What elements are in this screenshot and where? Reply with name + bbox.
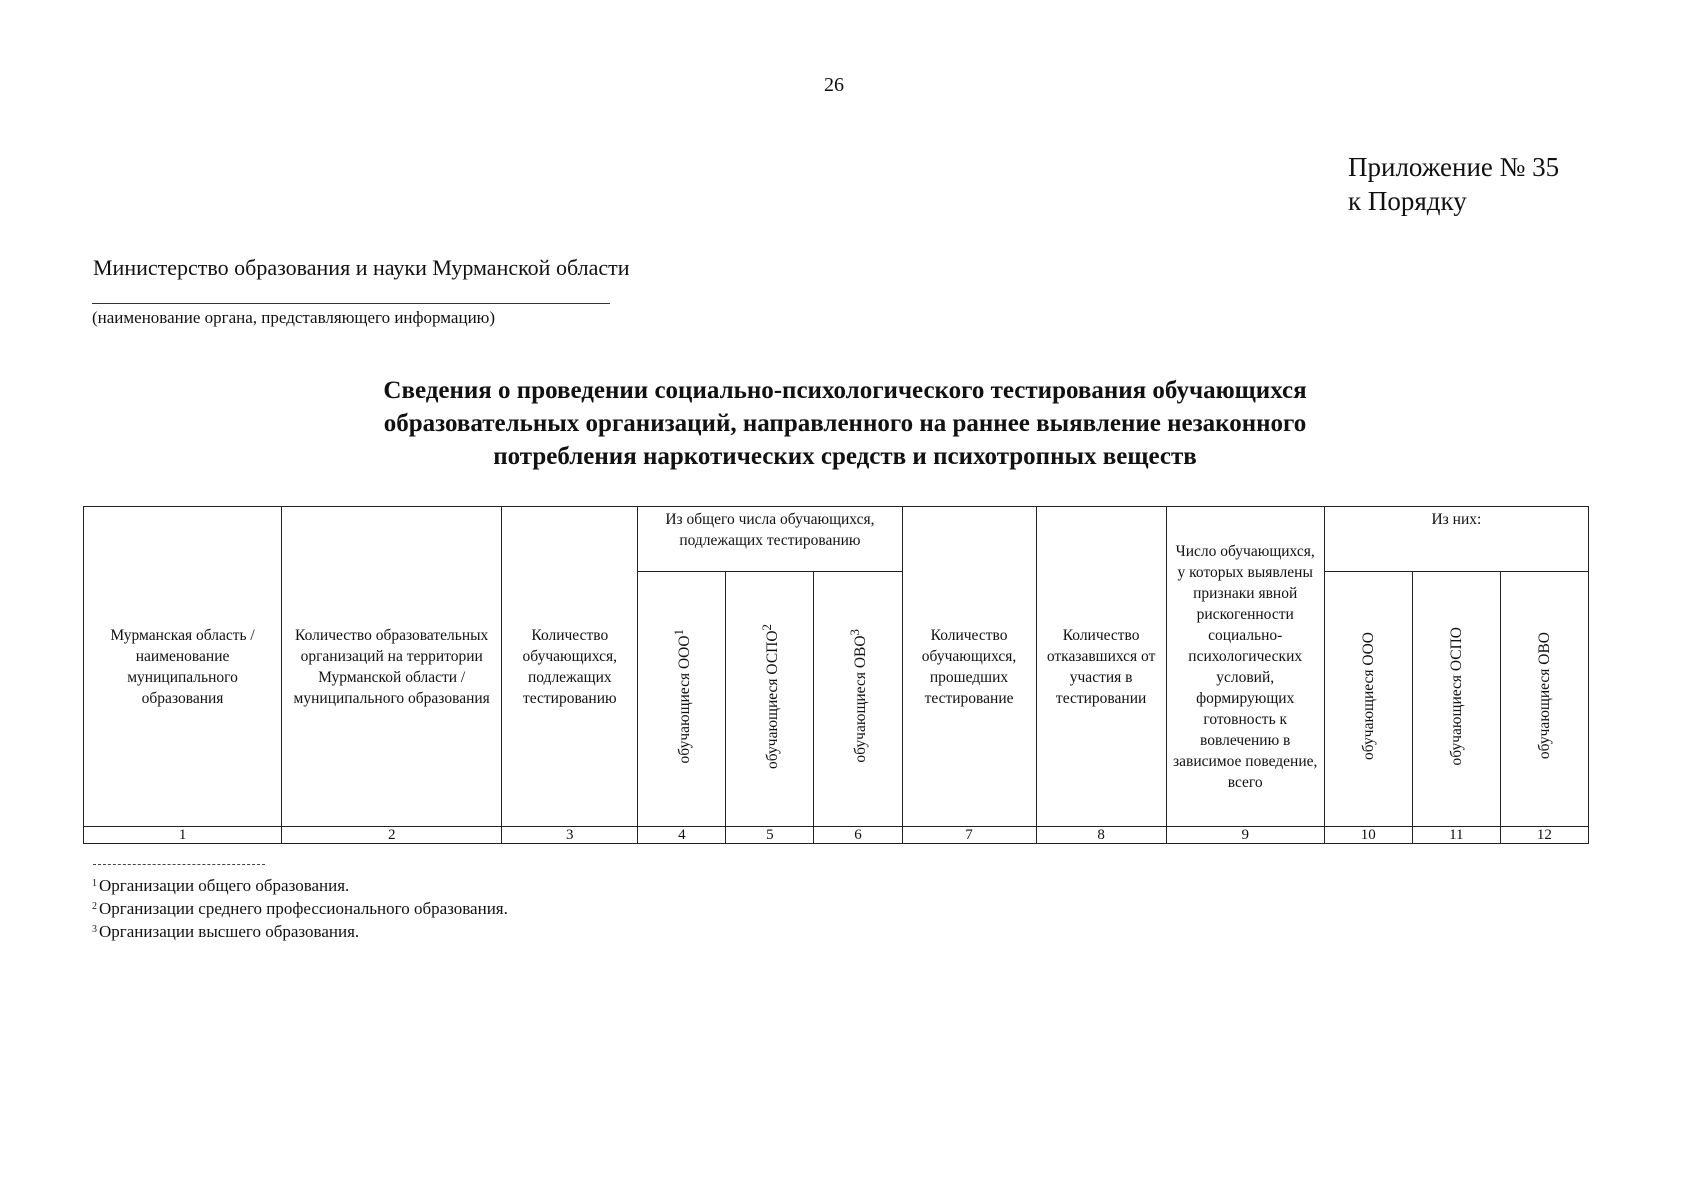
header-org-count: Количество образовательных организаций на территории Мурманской области / муниципального образования xyxy=(282,507,502,827)
column-number-row xyxy=(84,827,1589,844)
column-number: 10 xyxy=(1324,827,1412,844)
document-title xyxy=(270,374,1420,473)
page-number: 26 xyxy=(824,74,844,96)
header-group-of-total: Из общего числа обучающихся, подлежащих тестированию xyxy=(638,507,902,572)
title-line-2: образовательных организаций, направленного на раннее выявление незаконного xyxy=(383,410,1307,437)
report-table xyxy=(83,506,1589,844)
header-risk-count: Число обучающихся, у которых выявлены признаки явной рискогенности социально-психологических условий, формирующих готовность к вовлечению в зависимое поведение, всего xyxy=(1166,507,1324,827)
footnote-ref-3: 3 xyxy=(847,629,863,636)
column-number: 2 xyxy=(282,827,502,844)
footnote-item xyxy=(92,897,508,920)
column-number: 1 xyxy=(84,827,282,844)
column-number: 7 xyxy=(902,827,1036,844)
footnote-ref-1: 1 xyxy=(671,628,687,636)
header-risk-ooo xyxy=(1324,572,1412,827)
header-ooo xyxy=(638,572,726,827)
title-line-3: потребления наркотических средств и психотропных веществ xyxy=(493,443,1197,470)
footnote-mark: 2 xyxy=(92,901,97,912)
header-ovo-label: обучающиеся ОВО xyxy=(852,635,870,763)
footnote-text: Организации высшего образования. xyxy=(99,922,360,941)
footnotes xyxy=(92,874,508,943)
header-refused: Количество отказавшихся от участия в тестировании xyxy=(1036,507,1166,827)
column-number: 9 xyxy=(1166,827,1324,844)
column-number: 8 xyxy=(1036,827,1166,844)
header-students-to-test: Количество обучающихся, подлежащих тестированию xyxy=(502,507,638,827)
column-number: 6 xyxy=(814,827,902,844)
footnote-text: Организации среднего профессионального образования. xyxy=(99,899,508,918)
column-number: 12 xyxy=(1500,827,1588,844)
header-risk-ospo-label: обучающиеся ОСПО xyxy=(1447,626,1465,766)
title-line-1: Сведения о проведении социально-психологического тестирования обучающихся xyxy=(383,377,1307,404)
footnote-ref-2: 2 xyxy=(759,623,775,630)
footnote-separator xyxy=(93,864,265,865)
header-ovo xyxy=(814,572,902,827)
appendix-line-1: Приложение № 35 xyxy=(1348,152,1560,182)
header-group-of-them: Из них: xyxy=(1324,507,1588,572)
column-number: 11 xyxy=(1412,827,1500,844)
header-tested: Количество обучающихся, прошедших тестирование xyxy=(902,507,1036,827)
header-ospo xyxy=(726,572,814,827)
header-risk-ospo xyxy=(1412,572,1500,827)
appendix-line-2: к Порядку xyxy=(1348,186,1467,216)
appendix-block xyxy=(1348,150,1559,218)
footnote-mark: 1 xyxy=(92,878,97,889)
organization-underline xyxy=(92,303,610,304)
header-risk-ovo-label: обучающиеся ОВО xyxy=(1535,632,1553,760)
header-ooo-label: обучающиеся ООО xyxy=(676,635,694,764)
header-ospo-label: обучающиеся ОСПО xyxy=(764,629,782,769)
column-number: 3 xyxy=(502,827,638,844)
footnote-text: Организации общего образования. xyxy=(99,876,350,895)
footnote-item xyxy=(92,920,508,943)
footnote-mark: 3 xyxy=(92,924,97,935)
header-row-1 xyxy=(84,507,1589,572)
column-number: 5 xyxy=(726,827,814,844)
column-number: 4 xyxy=(638,827,726,844)
organization-hint: (наименование органа, представляющего информацию) xyxy=(92,308,496,327)
footnote-item xyxy=(92,874,508,897)
header-risk-ooo-label: обучающиеся ООО xyxy=(1359,631,1377,760)
organization-name: Министерство образования и науки Мурманской области xyxy=(93,255,630,280)
header-risk-ovo xyxy=(1500,572,1588,827)
header-municipality: Мурманская область / наименование муниципального образования xyxy=(84,507,282,827)
